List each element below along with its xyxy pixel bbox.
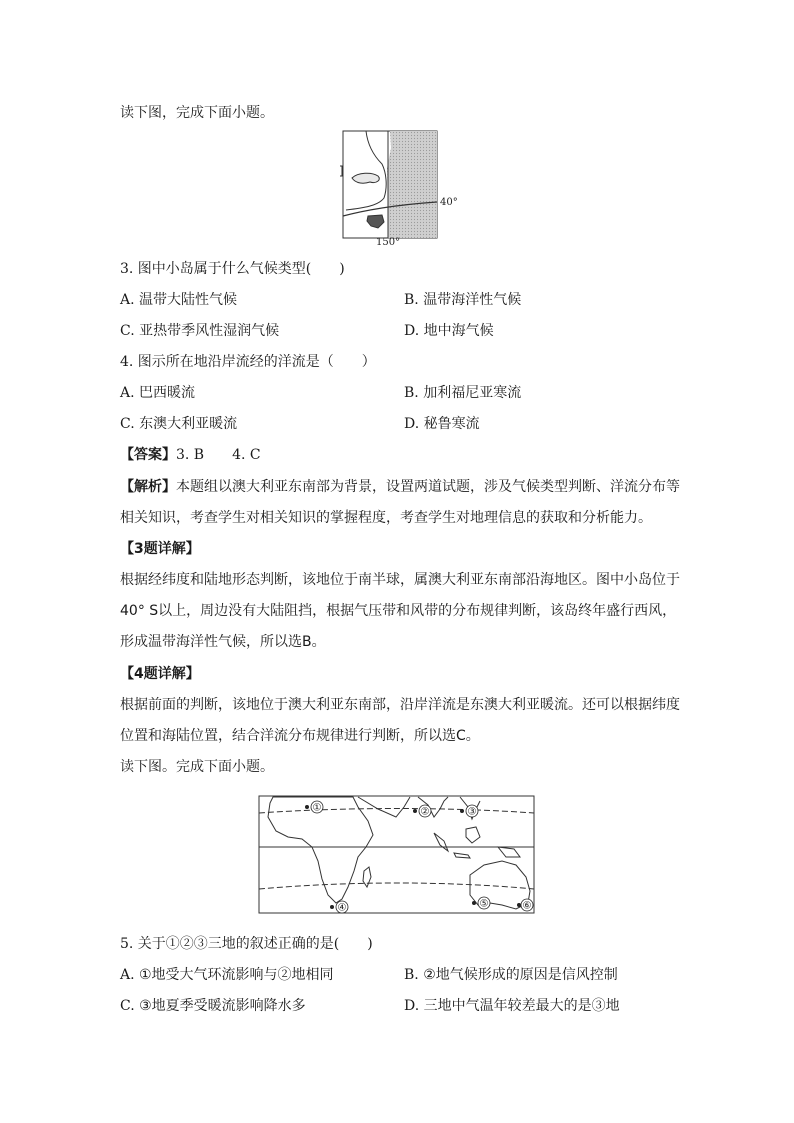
map2-point-4-dot <box>330 905 334 909</box>
intro-text-2: 读下图。完成下面小题。 <box>120 759 274 775</box>
map2-point-2: ② <box>420 806 430 818</box>
map2-point-6: ⑥ <box>522 900 532 912</box>
q4-option-c: C. 东澳大利亚暖流 <box>120 416 238 432</box>
q4-option-b: B. 加利福尼亚寒流 <box>404 385 522 401</box>
analysis-text-1: 本题组以澳大利亚东南部为背景，设置两道试题，涉及气候类型判断、洋流分布等 <box>176 479 680 495</box>
map1-lake <box>352 173 379 183</box>
q4-stem: 4. 图示所在地沿岸流经的洋流是（ ） <box>120 354 376 370</box>
q5-option-b: B. ②地气候形成的原因是信风控制 <box>404 967 618 983</box>
intro-text-1: 读下图，完成下面小题。 <box>120 105 274 121</box>
q4-option-a: A. 巴西暖流 <box>120 385 196 401</box>
map2-point-3-dot <box>460 809 464 813</box>
q3-option-d: D. 地中海气候 <box>404 323 494 339</box>
map2-point-5: ⑤ <box>479 898 489 910</box>
map2-point-6-dot <box>517 903 521 907</box>
q3-stem: 3. 图中小岛属于什么气候类型( ) <box>120 261 345 277</box>
map1-lat-label: 40° <box>440 197 458 208</box>
detail3-line-3: 形成温带海洋性气候，所以选B。 <box>120 634 326 650</box>
detail3-heading: 【3题详解】 <box>120 541 200 557</box>
map2-point-1-dot <box>305 805 309 809</box>
answer-text: 3. B 4. C <box>176 447 261 463</box>
detail4-heading: 【4题详解】 <box>120 666 200 682</box>
map2-point-5-dot <box>472 901 476 905</box>
map2-frame <box>259 796 534 913</box>
map2-point-3: ③ <box>467 806 477 818</box>
detail3-line-2: 40° S以上，周边没有大陆阻挡，根据气压带和风带的分布规律判断，该岛终年盛行西风， <box>120 603 677 619</box>
q3-option-c: C. 亚热带季风性湿润气候 <box>120 323 280 339</box>
detail3-line-1: 根据经纬度和陆地形态判断，该地位于南半球，属澳大利亚东南部沿海地区。图中小岛位于 <box>120 572 680 588</box>
answer-line <box>120 445 261 465</box>
map1-sea <box>387 131 437 238</box>
detail4-line-1: 根据前面的判断，该地位于澳大利亚东南部，沿岸洋流是东澳大利亚暖流。还可以根据纬度 <box>120 697 680 713</box>
analysis-line-2: 相关知识，考查学生对相关知识的掌握程度，考查学生对地理信息的获取和分析能力。 <box>120 510 652 526</box>
q5-option-c: C. ③地夏季受暖流影响降水多 <box>120 998 306 1014</box>
q3-option-a: A. 温带大陆性气候 <box>120 292 238 308</box>
analysis-line-1 <box>120 477 680 497</box>
map2-point-4: ④ <box>337 902 347 914</box>
analysis-label: 【解析】 <box>120 479 176 495</box>
q5-option-a: A. ①地受大气环流影响与②地相同 <box>120 967 334 983</box>
q5-stem: 5. 关于①②③三地的叙述正确的是( ) <box>120 936 373 952</box>
map1-lon-label: 150° <box>376 237 401 246</box>
detail4-line-2: 位置和海陆位置，结合洋流分布规律进行判断，所以选C。 <box>120 728 480 744</box>
map2-point-2-dot <box>413 809 417 813</box>
map-figure-1 <box>338 128 468 246</box>
q4-option-d: D. 秘鲁寒流 <box>404 416 480 432</box>
map2-point-1: ① <box>312 802 322 814</box>
q5-option-d: D. 三地中气温年较差最大的是③地 <box>404 998 620 1014</box>
q3-option-b: B. 温带海洋性气候 <box>404 292 522 308</box>
map1-mark <box>340 166 342 176</box>
map-figure-2 <box>258 795 536 915</box>
answer-label: 【答案】 <box>120 447 176 463</box>
